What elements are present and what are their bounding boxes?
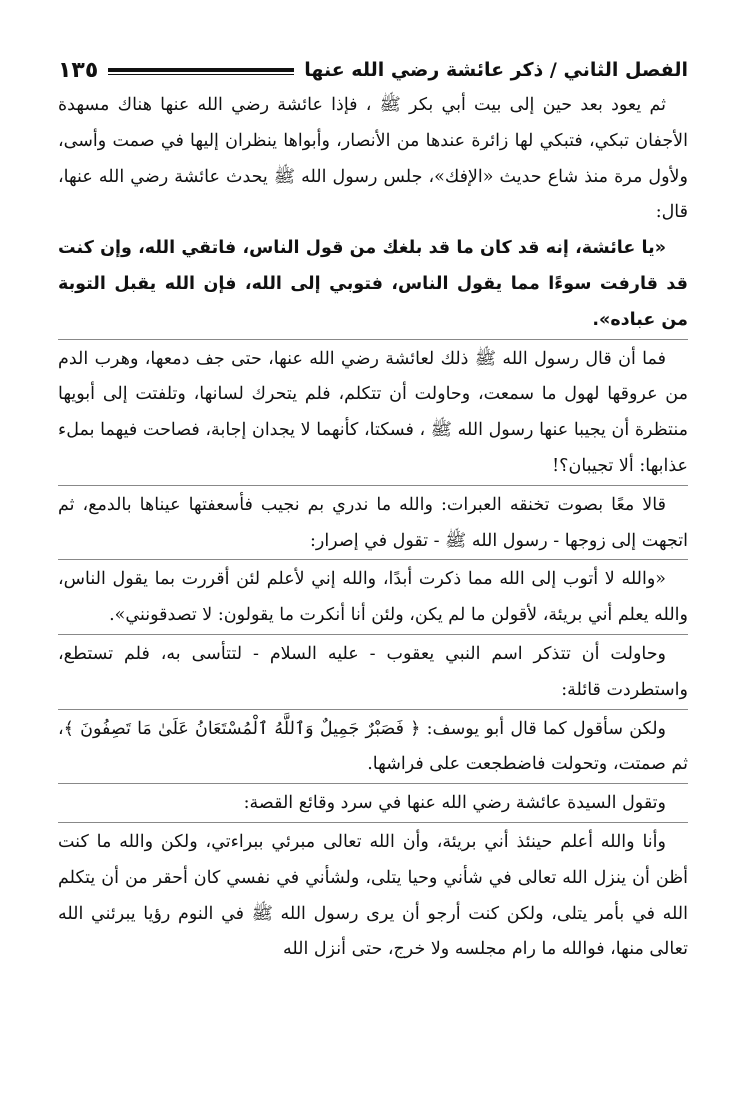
aisha-quote: «والله لا أتوب إلى الله مما ذكرت أبدًا، والله إني لأعلم لئن أقررت بما يقول الناس، والله يعلم أني بريئة، لأقولن ما لم يكن، ولئن أنا أنكرت ما يقولون: لا تصدقونني». [58,559,688,634]
chapter-title: الفصل الثاني / ذكر عائشة رضي الله عنها [304,59,688,81]
page-body [58,88,688,968]
paragraph-9: وأنا والله أعلم حينئذ أني بريئة، وأن الله تعالى مبرئي ببراءتي، ولكن والله ما كنت أظن أن ينزل الله تعالى في شأني وحيا يتلى، ولشأني في نفسي كان أحقر من أن يتكلم الله في بأمر يتلى، ولكن كنت أرجو أن يرى رسول الله ﷺ في النوم رؤيا يبرئني الله تعالى منها، فوالله ما رام مجلسه ولا خرج، حتى أنزل الله [58,822,688,968]
paragraph-6: وحاولت أن تتذكر اسم النبي يعقوب - عليه السلام - لتتأسى به، فلم تستطع، واستطردت قائلة: [58,634,688,709]
page-header [58,52,688,88]
paragraph-3: فما أن قال رسول الله ﷺ ذلك لعائشة رضي الله عنها، حتى جف دمعها، وهرب الدم من عروقها لهول ما سمعت، وحاولت أن تتكلم، فلم يتحرك لسانها، وتلفتت إلى أبويها منتظرة أن يجيبا عنها رسول الله ﷺ ، فسكتا، كأنهما لا يجدان إجابة، فصاحت فيهما بملء عذابها: ألا تجيبان؟! [58,339,688,485]
paragraph-8: وتقول السيدة عائشة رضي الله عنها في سرد وقائع القصة: [58,783,688,822]
page-number: ١٣٥ [58,57,99,83]
paragraph-4: قالا معًا بصوت تخنقه العبرات: والله ما ندري بم نجيب فأسعفتها عيناها بالدمع، ثم اتجهت إلى زوجها - رسول الله ﷺ - تقول في إصرار: [58,485,688,560]
book-page [58,52,688,1090]
quran-quote-paragraph: ولكن سأقول كما قال أبو يوسف: ﴿ فَصَبْرٌ جَمِيلٌ وَٱللَّهُ ٱلْمُسْتَعَانُ عَلَىٰ مَا تَصِفُونَ ﴾، ثم صمتت، وتحولت فاضطجعت على فراشها. [58,709,688,784]
header-rule [108,68,294,75]
prophet-quote: «يا عائشة، إنه قد كان ما قد بلغك من قول الناس، فاتقي الله، وإن كنت قد قارفت سوءًا مما يقول الناس، فتوبي إلى الله، فإن الله يقبل التوبة من عباده». [58,238,688,330]
paragraph-1: ثم يعود بعد حين إلى بيت أبي بكر ﷺ ، فإذا عائشة رضي الله عنها هناك مسهدة الأجفان تبكي، فتبكي لها زائرة عندها من الأنصار، وأبواها ينظران إليها في صمت وأسى، ولأول مرة منذ شاع حديث «الإفك»، جلس رسول الله ﷺ يحدث عائشة رضي الله عنها، قال: [58,95,688,223]
